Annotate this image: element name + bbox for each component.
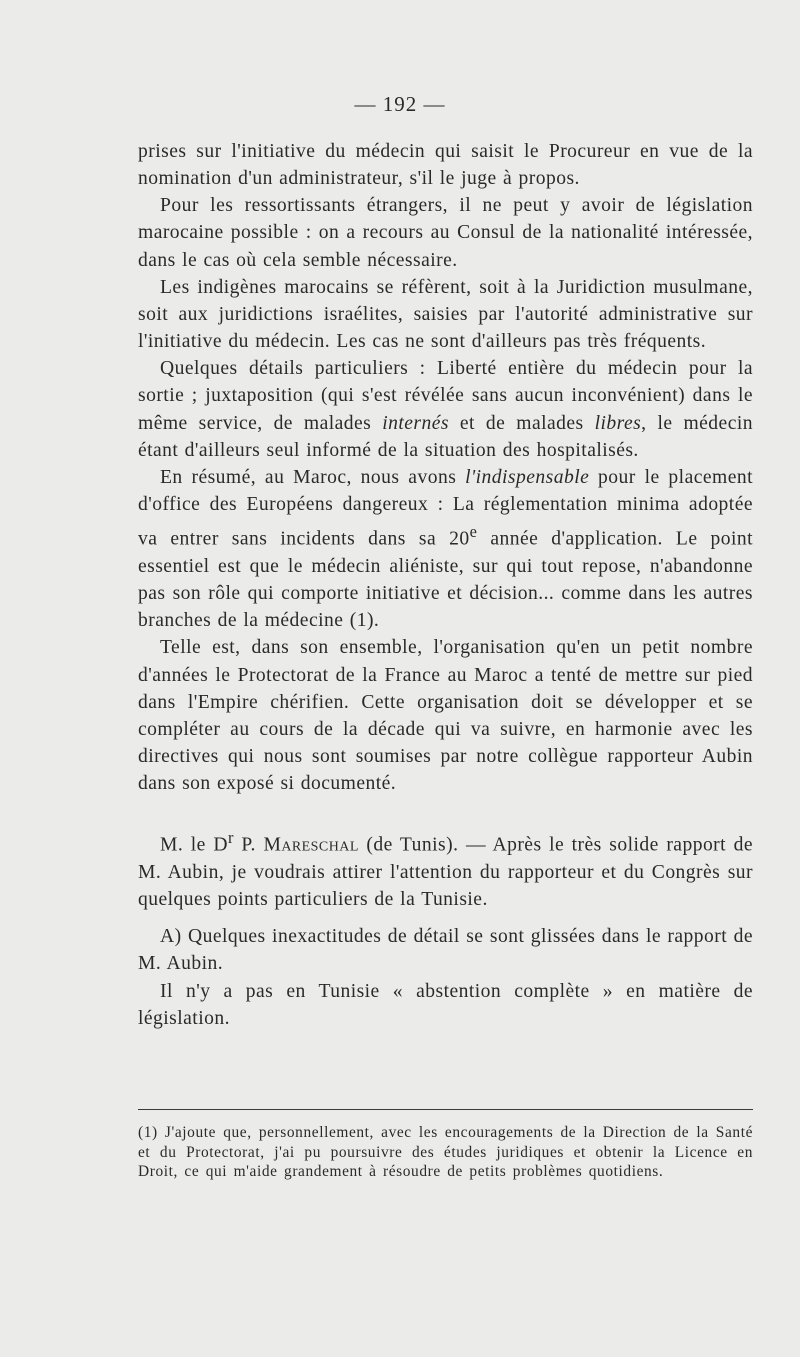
paragraph-4-text: , le médecin étant d'ailleurs seul informé de la situation des hospitalisés. [138, 412, 753, 461]
footnote: (1) J'ajoute que, personnellement, avec les encouragements de la Direction de la Santé et du Protectorat, j'ai pu poursuivre des études juridiques et obtenir la Licence en Droit, ce qui m'aide grandement à résoudre de petits problèmes quotidiens. [138, 1124, 753, 1180]
italic-indispensable: l'indispensable [465, 466, 590, 488]
paragraph-5 [138, 464, 753, 634]
paragraph-7 [138, 824, 753, 913]
paragraph-5-text: pour le placement d'office des Européens dangereux : La réglementation minima adoptée va entrer sans incidents dans sa 20 [138, 466, 753, 550]
italic-internes: internés [382, 412, 449, 434]
italic-libres: libres [594, 412, 642, 434]
paragraph-4 [138, 355, 753, 464]
paragraph-8: A) Quelques inexactitudes de détail se sont glissées dans le rapport de M. Aubin. [138, 926, 753, 975]
paragraph-1: prises sur l'initiative du médecin qui saisit le Procureur en vue de la nomination d'un administrateur, s'il le juge à propos. [138, 141, 753, 190]
paragraph-5-text: En résumé, au Maroc, nous avons [160, 466, 466, 488]
page-number: — 192 — [354, 92, 446, 116]
paragraph-4-text: et de malades [448, 412, 595, 434]
ordinal-superscript: e [469, 522, 478, 542]
paragraph-7-text: (de Tunis). — Après le très solide rapport de M. Aubin, je voudrais attirer l'attention du rapporteur et du Congrès sur quelques points particuliers de la Tunisie. [138, 834, 753, 911]
body-text [138, 138, 753, 1032]
paragraph-3: Les indigènes marocains se réfèrent, soit à la Juridiction musulmane, soit aux juridictions israélites, saisies par l'autorité administrative sur l'initiative du médecin. Les cas ne sont d'ailleurs pas très fréquents. [138, 276, 753, 353]
doctor-superscript: r [227, 828, 234, 848]
paragraph-4-text: Quelques détails particuliers : Liberté entière du médecin pour la sortie ; juxtaposition (qui s'est révélée sans aucun inconvénient) dans le même service, de malades [138, 358, 753, 434]
paragraph-9: Il n'y a pas en Tunisie « abstention complète » en matière de législation. [138, 980, 753, 1029]
paragraph-2: Pour les ressortissants étrangers, il ne peut y avoir de législation marocaine possible : on a recours au Consul de la nationalité intéressée, dans le cas où cela semble nécessaire. [138, 195, 753, 271]
paragraph-6: Telle est, dans son ensemble, l'organisation qu'en un petit nombre d'années le Protectorat de la France au Maroc a tenté de mettre sur pied dans l'Empire chérifien. Cette organisation doit se développer et se compléter au cours de la décade qui va suivre, en harmonie avec les directives qui nous sont soumises par notre collègue rapporteur Aubin dans son exposé si documenté. [138, 637, 753, 795]
speaker-name: Mareschal [263, 834, 359, 856]
paragraph-7-text: M. le D [160, 834, 228, 856]
paragraph-5-text: année d'application. Le point essentiel est que le médecin aliéniste, sur qui tout repose, n'abandonne pas son rôle qui comporte initiative et décision... comme dans les autres branches de la médecine (1). [138, 528, 754, 632]
paragraph-7-text: P. [233, 834, 264, 856]
footnote-divider [138, 1109, 753, 1110]
